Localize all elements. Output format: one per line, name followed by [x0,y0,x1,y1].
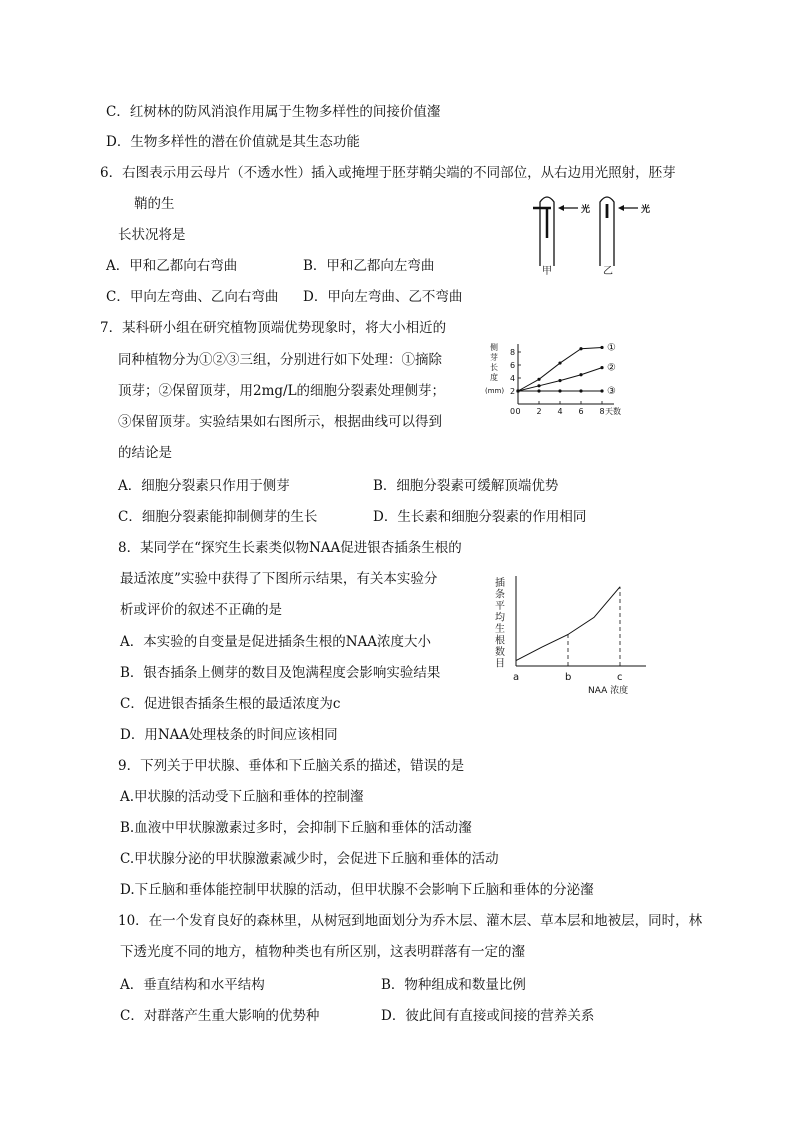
q6-option-c: C．甲向左弯曲、乙向右弯曲 [106,289,279,305]
chart2-ylabel-char: 生 [495,624,505,635]
q8-option-b: B．银杏插条上侧芽的数目及饱满程度会影响实验结果 [120,665,441,681]
q6-option-a: A．甲和乙都向右弯曲 [106,258,238,274]
q7-stem-line-2: 同种植物分为①②③三组，分别进行如下处理：①摘除 [118,352,442,368]
q7-stem-line-5: 的结论是 [118,445,172,461]
chart1-series-2-point [579,373,582,376]
chart1-x-tick-label: 6 [578,407,584,416]
chart1-ylabel-2: 芽 [490,353,498,362]
coleoptile-figure [520,188,660,278]
chart2-ylabel-char: 目 [495,658,505,670]
chart1-xlabel: 天数 [605,407,621,416]
chart1-ylabel-3: 长 [490,363,498,372]
q7-stem-line-1: 7．某科研小组在研究植物顶端优势现象时，将大小相近的 [100,320,447,336]
chart1-ylabel-unit: (mm) [485,387,505,395]
chart1-y-tick-label: 8 [510,348,516,357]
q8-option-a: A．本实验的自变量是促进插条生根的NAA浓度大小 [120,634,432,650]
chart1-y-tick-label: 6 [510,361,516,370]
chart1-x-tick-label: 4 [557,407,563,416]
q8-stem-line-1: 8．某同学在“探究生长素类似物NAA促进银杏插条生根的 [118,540,462,556]
q10-stem-line-1: 10．在一个发育良好的森林里，从树冠到地面划分为乔木层、灌木层、草本层和地被层，同时，林 [118,913,703,929]
q6-stem-line-2: 鞘的生 [134,196,175,212]
chart1-series-3-point [579,389,582,392]
chart2-ylabel-char: 均 [495,612,505,624]
chart1-series-label-2: ② [607,362,616,374]
chart1-ylabel-1: 侧 [490,343,498,352]
chart1-series-1-point [579,347,582,350]
q6-option-d: D．甲向左弯曲、乙不弯曲 [303,289,463,305]
q6-option-b: B．甲和乙都向左弯曲 [303,258,435,274]
label-yi: 乙 [603,266,613,277]
chart1-series-3-point [516,389,519,392]
chart1-y-tick-label: 2 [510,387,516,396]
q10-stem-line-2: 下透光度不同的地方，植物种类也有所区别，这表明群落有一定的瀣 [120,944,525,960]
q8-stem-line-3: 析或评价的叙述不正确的是 [120,602,282,618]
q5-option-d: D．生物多样性的潜在价值就是其生态功能 [106,134,360,150]
coleoptile-yi [600,197,614,266]
q7-stem-line-4: ③保留顶芽。实验结果如右图所示，根据曲线可以得到 [118,414,442,430]
chart2-ylabel-char: 插 [495,578,505,589]
q9-stem: 9．下列关于甲状腺、垂体和下丘脑关系的描述，错误的是 [118,758,465,774]
chart1-series-label-3: ③ [607,386,616,397]
chart2-x-tick-label-a: a [513,672,520,683]
q7-option-c: C．细胞分裂素能抑制侧芽的生长 [118,509,318,525]
q10-option-c: C．对群落产生重大影响的优势种 [120,1008,320,1024]
q10-option-d: D．彼此间有直接或间接的营养关系 [381,1008,595,1024]
light-arrow-yi [618,205,638,211]
naa-rooting-chart [490,568,660,698]
chart1-series-1-point [558,361,561,364]
q7-option-d: D．生长素和细胞分裂素的作用相同 [373,509,587,525]
chart2-ylabel-char: 平 [495,601,505,612]
chart2-x-tick-label-c: c [617,672,623,683]
chart1-x-tick-label: 0 [515,407,521,416]
label-jia: 甲 [542,266,552,277]
chart1-series-2-point [600,366,603,369]
light-arrow-jia [558,205,578,211]
light-label-yi: 光 [641,205,651,215]
q8-stem-line-2: 最适浓度”实验中获得了下图所示结果，有关本实验分 [120,571,438,587]
chart2-ylabel-char: 数 [495,647,505,658]
q8-option-c: C．促进银杏插条生根的最适浓度为c [120,696,341,712]
q10-option-b: B．物种组成和数量比例 [381,977,526,993]
chart2-ylabel-char: 根 [495,635,505,647]
chart1-series-3-point [537,389,540,392]
chart1-series-3-point [558,389,561,392]
q7-option-b: B．细胞分裂素可缓解顶端优势 [373,478,559,494]
q9-option-b: B.血液中甲状腺激素过多时，会抑制下丘脑和垂体的活动瀣 [120,820,472,836]
chart1-x-tick-label: 2 [536,407,542,416]
q9-option-a: A.甲状腺的活动受下丘脑和垂体的控制瀣 [120,789,364,805]
light-label-jia: 光 [581,205,591,215]
chart1-y-tick-label: 4 [510,374,516,383]
q9-option-d: D.下丘脑和垂体能控制甲状腺的活动，但甲状腺不会影响下丘脑和垂体的分泌瀣 [120,882,594,898]
q7-option-a: A．细胞分裂素只作用于侧芽 [118,478,290,494]
chart1-series-2-point [558,379,561,382]
chart2-x-tick-label-b: b [565,672,572,683]
chart1-series-1-point [600,346,603,349]
q8-option-d: D．用NAA处理枝条的时间应该相同 [120,727,338,743]
q10-option-a: A．垂直结构和水平结构 [120,977,265,993]
chart1-series-2-point [537,384,540,387]
chart1-series-line-1 [518,347,602,391]
chart1-origin-label: 0 [510,407,516,416]
q6-stem-line-1: 6．右图表示用云母片（不透水性）插入或掩埋于胚芽鞘尖端的不同部位，从右边用光照射，胚芽 [100,165,676,181]
chart1-series-1-point [537,378,540,381]
chart1-series-3-point [600,389,603,392]
chart2-ylabel-char: 条 [495,589,505,601]
chart2-xlabel: NAA 浓度 [588,686,629,696]
coleoptile-jia [533,197,554,266]
chart1-ylabel-4: 度 [490,373,498,382]
q6-stem-line-3: 长状况将是 [118,227,186,243]
lateral-bud-growth-chart [482,338,642,438]
q7-stem-line-3: 顶芽；②保留顶芽，用2mg/L的细胞分裂素处理侧芽； [118,383,446,399]
q5-option-c: C．红树林的防风消浪作用属于生物多样性的间接价值瀣 [106,104,441,120]
q9-option-c: C.甲状腺分泌的甲状腺激素减少时，会促进下丘脑和垂体的活动 [120,851,499,867]
chart1-x-tick-label: 8 [599,407,605,416]
chart1-series-label-1: ① [607,342,616,354]
